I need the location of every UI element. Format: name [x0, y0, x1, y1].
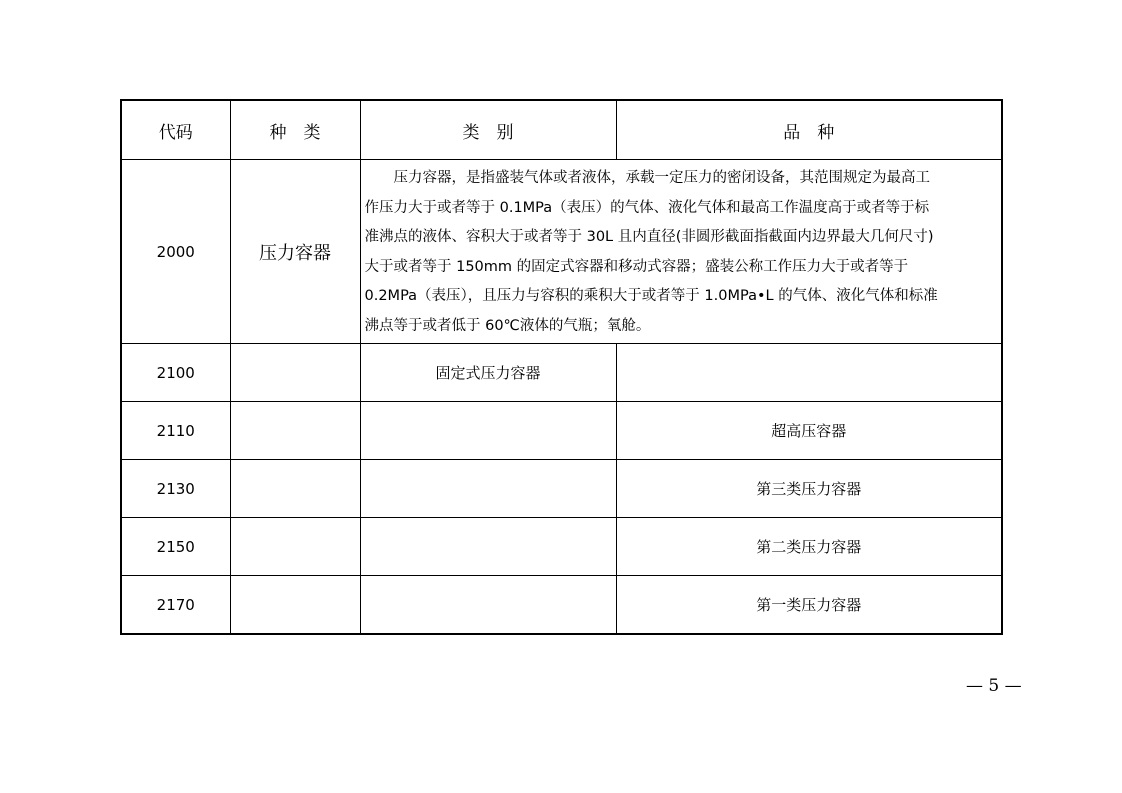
row-kind	[230, 518, 360, 576]
row-variety: 第二类压力容器	[616, 518, 1002, 576]
row-code: 2100	[121, 344, 230, 402]
description-line: 压力容器，是指盛装气体或者液体，承载一定压力的密闭设备，其范围规定为最高工	[364, 170, 930, 186]
row-category	[360, 402, 616, 460]
header-variety: 品 种	[616, 100, 1002, 160]
row-kind	[230, 460, 360, 518]
row-variety: 第三类压力容器	[616, 460, 1002, 518]
equipment-catalog-table	[120, 99, 1003, 635]
main-kind: 压力容器	[230, 160, 360, 344]
row-code: 2110	[121, 402, 230, 460]
row-category: 固定式压力容器	[360, 344, 616, 402]
table-row	[121, 460, 1002, 518]
table-row	[121, 402, 1002, 460]
table-row	[121, 518, 1002, 576]
table-header-row	[121, 100, 1002, 160]
header-kind: 种 类	[230, 100, 360, 160]
row-kind	[230, 402, 360, 460]
description-line: 沸点等于或者低于 60℃液体的气瓶；氧舱。	[364, 317, 651, 334]
table-row	[121, 344, 1002, 402]
description-line: 大于或者等于 150mm 的固定式容器和移动式容器；盛装公称工作压力大于或者等于	[364, 258, 909, 275]
row-category	[360, 460, 616, 518]
main-description	[360, 160, 1002, 344]
row-code: 2170	[121, 576, 230, 635]
table-row	[121, 576, 1002, 635]
row-category	[360, 518, 616, 576]
header-code: 代码	[121, 100, 230, 160]
table-row-main	[121, 160, 1002, 344]
page-number: — 5 —	[966, 676, 1022, 696]
row-code: 2150	[121, 518, 230, 576]
description-line: 作压力大于或者等于 0.1MPa（表压）的气体、液化气体和最高工作温度高于或者等于标	[364, 199, 930, 216]
row-variety: 超高压容器	[616, 402, 1002, 460]
row-kind	[230, 576, 360, 635]
description-line: 0.2MPa（表压），且压力与容积的乘积大于或者等于 1.0MPa•L 的气体、液化气体和标准	[364, 288, 938, 304]
header-category: 类 别	[360, 100, 616, 160]
row-code: 2130	[121, 460, 230, 518]
row-kind	[230, 344, 360, 402]
description-line: 准沸点的液体、容积大于或者等于 30L 且内直径(非圆形截面指截面内边界最大几何尺寸)	[364, 229, 934, 245]
row-category	[360, 576, 616, 635]
row-variety: 第一类压力容器	[616, 576, 1002, 635]
main-code: 2000	[121, 160, 230, 344]
row-variety	[616, 344, 1002, 402]
